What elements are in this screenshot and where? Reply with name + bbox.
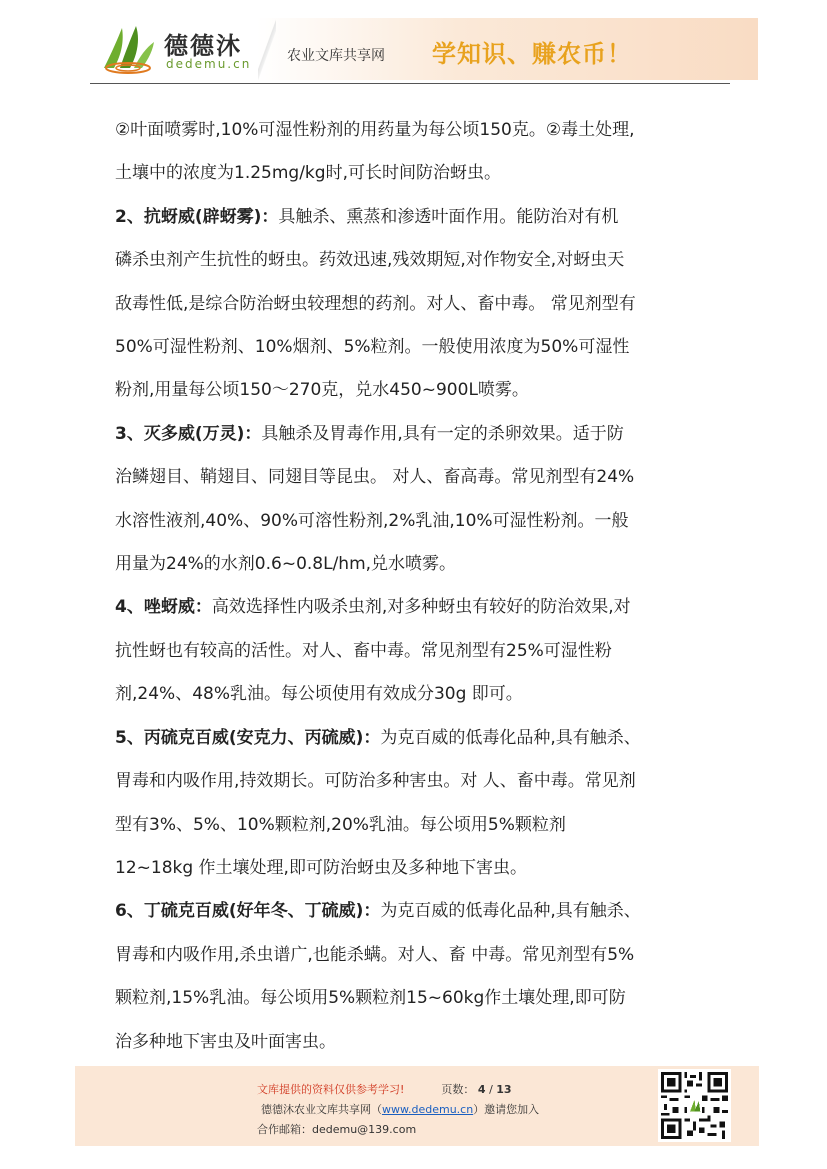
text-line: ②叶面喷雾时,10%可湿性粉剂的用药量为每公顷150克。②毒土处理, xyxy=(115,120,635,140)
text-line: 磷杀虫剂产生抗性的蚜虫。药效迅速,残效期短,对作物安全,对蚜虫天 xyxy=(115,250,625,271)
text-line: 土壤中的浓度为1.25mg/kg时,可长时间防治蚜虫。 xyxy=(115,163,501,184)
text-line: 剂,24%、48%乳油。每公顷使用有效成分30g 即可。 xyxy=(115,684,523,705)
invite-suffix: ）邀请您加入 xyxy=(473,1103,540,1116)
page-footer xyxy=(75,1066,759,1146)
page-header xyxy=(90,18,758,80)
site-link[interactable]: www.dedemu.cn xyxy=(382,1103,474,1116)
text-line: 粉剂,用量每公顷150～270克，兑水450~900L喷雾。 xyxy=(115,380,529,401)
logo-domain: dedemu.cn xyxy=(166,57,252,71)
text-line: 具触杀、熏蒸和渗透叶面作用。能防治对有机 xyxy=(278,206,619,227)
text-line: 为克百威的低毒化品种,具有触杀、 xyxy=(380,727,641,748)
pesticide-item xyxy=(115,717,715,891)
slogan: 学知识、赚农币！ xyxy=(432,39,632,68)
qr-code-icon xyxy=(658,1069,731,1142)
logo-text: 德德沐 xyxy=(164,31,242,60)
pesticide-item xyxy=(115,413,715,587)
page-current: 4 xyxy=(477,1083,486,1096)
item-title: 5、丙硫克百威(安克力、丙硫威)： xyxy=(115,727,381,748)
text-line: 敌毒性低,是综合防治蚜虫较理想的药剂。对人、畜中毒。 常见剂型有 xyxy=(115,293,636,314)
invite-prefix: 德德沐农业文库共享网（ xyxy=(261,1103,382,1116)
pesticide-item xyxy=(115,196,715,413)
pesticide-item xyxy=(115,890,715,1064)
text-line: 为克百威的低毒化品种,具有触杀、 xyxy=(380,901,641,922)
text-line: 高效选择性内吸杀虫剂,对多种蚜虫有较好的防治效果,对 xyxy=(211,597,631,618)
item-title: 4、唑蚜威： xyxy=(115,597,212,618)
text-line: 50%可湿性粉剂、10%烟剂、5%粒剂。一般使用浓度为50%可湿性 xyxy=(115,337,630,358)
page-separator: / xyxy=(485,1083,497,1096)
leaf-logo-icon xyxy=(100,22,158,74)
text-line: 水溶性液剂,40%、90%可溶性粉剂,2%乳油,10%可湿性粉剂。一般 xyxy=(115,510,629,531)
item-title: 3、灭多威(万灵)： xyxy=(115,423,262,444)
footer-line-notice xyxy=(257,1080,539,1100)
text-line: 用量为24%的水剂0.6~0.8L/hm,兑水喷雾。 xyxy=(115,554,457,575)
text-line: 具触杀及胃毒作用,具有一定的杀卵效果。适于防 xyxy=(261,423,624,444)
header-rule xyxy=(90,83,730,84)
footer-line-email xyxy=(257,1120,539,1140)
item-title: 2、抗蚜威(辟蚜雾)： xyxy=(115,206,279,227)
text-line: 型有3%、5%、10%颗粒剂,20%乳油。每公顷用5%颗粒剂 xyxy=(115,814,566,835)
site-name: 农业文库共享网 xyxy=(287,48,385,64)
intro-paragraph xyxy=(115,109,715,196)
pesticide-item xyxy=(115,586,715,716)
footer-text xyxy=(257,1080,539,1140)
header-divider xyxy=(258,18,276,80)
text-line: 抗性蚜也有较高的活性。对人、畜中毒。常见剂型有25%可湿性粉 xyxy=(115,640,612,661)
email-label: 合作邮箱： xyxy=(257,1123,312,1136)
footer-line-invite xyxy=(257,1100,539,1120)
item-title: 6、丁硫克百威(好年冬、丁硫威)： xyxy=(115,901,381,922)
text-line: 胃毒和内吸作用,持效期长。可防治多种害虫。对 人、畜中毒。常见剂 xyxy=(115,771,636,792)
page-total: 13 xyxy=(496,1083,512,1096)
text-line: 颗粒剂,15%乳油。每公顷用5%颗粒剂15~60kg作土壤处理,即可防 xyxy=(115,988,626,1009)
text-line: 12~18kg 作土壤处理,即可防治蚜虫及多种地下害虫。 xyxy=(115,857,527,878)
email-address[interactable]: dedemu@139.com xyxy=(312,1123,417,1136)
page-label: 页数： xyxy=(441,1083,475,1096)
text-line: 胃毒和内吸作用,杀虫谱广,也能杀螨。对人、畜 中毒。常见剂型有5% xyxy=(115,944,635,965)
text-line: 治多种地下害虫及叶面害虫。 xyxy=(115,1031,336,1052)
text-line: 治鳞翅目、鞘翅目、同翅目等昆虫。 对人、畜高毒。常见剂型有24% xyxy=(115,467,635,488)
document-body xyxy=(115,109,715,1064)
footer-notice: 文库提供的资料仅供参考学习! xyxy=(257,1083,405,1096)
